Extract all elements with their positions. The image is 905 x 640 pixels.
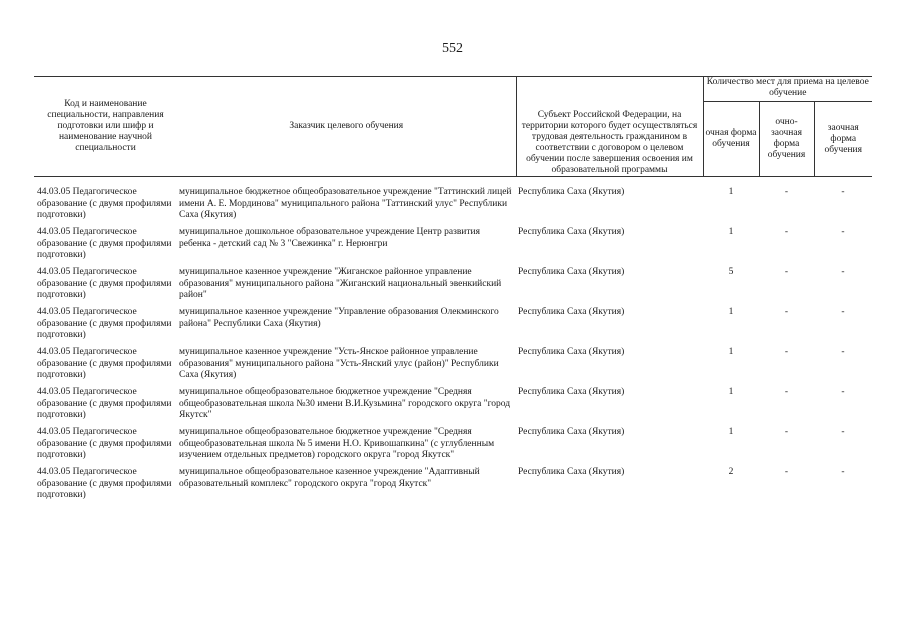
cell-full-time: 5	[728, 267, 734, 277]
cell-full-time: 1	[728, 187, 734, 197]
cell-full-time: 2	[728, 467, 734, 477]
cell-part-time: -	[784, 427, 789, 437]
cell-full-time: 1	[728, 347, 734, 357]
cell-customer: муниципальное дошкольное образовательное учреждение Центр развития ребенка - детский сад № 3 "Свежинка" г. Нерюнгри	[179, 227, 480, 249]
header-customer: Заказчик целевого обучения	[177, 77, 516, 177]
cell-code: 44.03.05 Педагогическое образование (с двумя профилями подготовки)	[37, 427, 172, 460]
cell-full-time: 1	[728, 427, 734, 437]
cell-code: 44.03.05 Педагогическое образование (с двумя профилями подготовки)	[37, 227, 172, 260]
cell-distance: -	[841, 227, 845, 237]
header-distance: заочная форма обучения	[814, 102, 872, 177]
table-row	[34, 423, 872, 463]
table-row	[34, 343, 872, 383]
cell-part-time: -	[784, 347, 789, 357]
header-code: Код и наименование специальности, направления подготовки или шифр и наименование научной специальности	[34, 77, 177, 177]
cell-subject: Республика Саха (Якутия)	[518, 387, 625, 397]
cell-full-time: 1	[728, 307, 734, 317]
header-subject: Субъект Российской Федерации, на территории которого будет осуществляться трудовая деятельность гражданином в соответствии с договором о целевом обучении после завершения освоения им образовательной программы	[516, 77, 703, 177]
cell-customer: муниципальное общеобразовательное казенное учреждение "Адаптивный образовательный комплекс" городского округа "город Якутск"	[179, 467, 480, 489]
cell-code: 44.03.05 Педагогическое образование (с двумя профилями подготовки)	[37, 307, 172, 340]
cell-part-time: -	[784, 307, 789, 317]
cell-subject: Республика Саха (Якутия)	[518, 267, 625, 277]
page-number: 552	[442, 41, 463, 56]
cell-distance: -	[841, 387, 845, 397]
cell-customer: муниципальное казенное учреждение "Управление образования Олекминского района" Республики Саха (Якутия)	[179, 307, 499, 329]
cell-customer: муниципальное казенное учреждение "Жиганское районное управление образования" муниципального района "Жиганский национальный эвенкийский район"	[179, 267, 502, 300]
table-row	[34, 177, 872, 224]
cell-full-time: 1	[728, 227, 734, 237]
table-row	[34, 463, 872, 503]
cell-distance: -	[841, 467, 845, 477]
table-row	[34, 383, 872, 423]
cell-subject: Республика Саха (Якутия)	[518, 427, 625, 437]
cell-subject: Республика Саха (Якутия)	[518, 187, 625, 197]
cell-distance: -	[841, 187, 845, 197]
cell-part-time: -	[784, 267, 789, 277]
cell-distance: -	[841, 427, 845, 437]
cell-subject: Республика Саха (Якутия)	[518, 347, 625, 357]
cell-part-time: -	[784, 187, 789, 197]
table-row	[34, 303, 872, 343]
cell-part-time: -	[784, 387, 789, 397]
targeted-admission-table	[34, 76, 872, 503]
cell-distance: -	[841, 267, 845, 277]
cell-part-time: -	[784, 227, 789, 237]
cell-subject: Республика Саха (Якутия)	[518, 467, 625, 477]
header-full-time: очная форма обучения	[703, 102, 759, 177]
header-quantity: Количество мест для приема на целевое обучение	[703, 77, 872, 102]
cell-customer: муниципальное бюджетное общеобразовательное учреждение "Таттинский лицей имени А. Е. Мординова" муниципального района "Таттинский улус" Республики Саха (Якутия)	[179, 187, 512, 220]
cell-distance: -	[841, 347, 845, 357]
cell-code: 44.03.05 Педагогическое образование (с двумя профилями подготовки)	[37, 347, 172, 380]
cell-code: 44.03.05 Педагогическое образование (с двумя профилями подготовки)	[37, 387, 172, 420]
cell-part-time: -	[784, 467, 789, 477]
cell-subject: Республика Саха (Якутия)	[518, 307, 625, 317]
cell-code: 44.03.05 Педагогическое образование (с двумя профилями подготовки)	[37, 267, 172, 300]
header-part-time: очно-заочная форма обучения	[759, 102, 814, 177]
cell-customer: муниципальное общеобразовательное бюджетное учреждение "Средняя общеобразовательная школа №30 имени В.И.Кузьмина" городского округа "город Якутск"	[179, 387, 511, 420]
table-row	[34, 223, 872, 263]
table-row	[34, 263, 872, 303]
cell-customer: муниципальное казенное учреждение "Усть-Янское районное управление образования" муниципального района "Усть-Янский улус (район)" Республики Саха (Якутия)	[179, 347, 499, 380]
cell-customer: муниципальное общеобразовательное бюджетное учреждение "Средняя общеобразовательная школа № 5 имени Н.О. Кривошапкина" (с углубленным изучением отдельных предметов) городского округа "город Якутск"	[179, 427, 495, 460]
table-body	[34, 177, 872, 504]
cell-distance: -	[841, 307, 845, 317]
cell-subject: Республика Саха (Якутия)	[518, 227, 625, 237]
cell-full-time: 1	[728, 387, 734, 397]
cell-code: 44.03.05 Педагогическое образование (с двумя профилями подготовки)	[37, 187, 172, 220]
cell-code: 44.03.05 Педагогическое образование (с двумя профилями подготовки)	[37, 467, 172, 500]
